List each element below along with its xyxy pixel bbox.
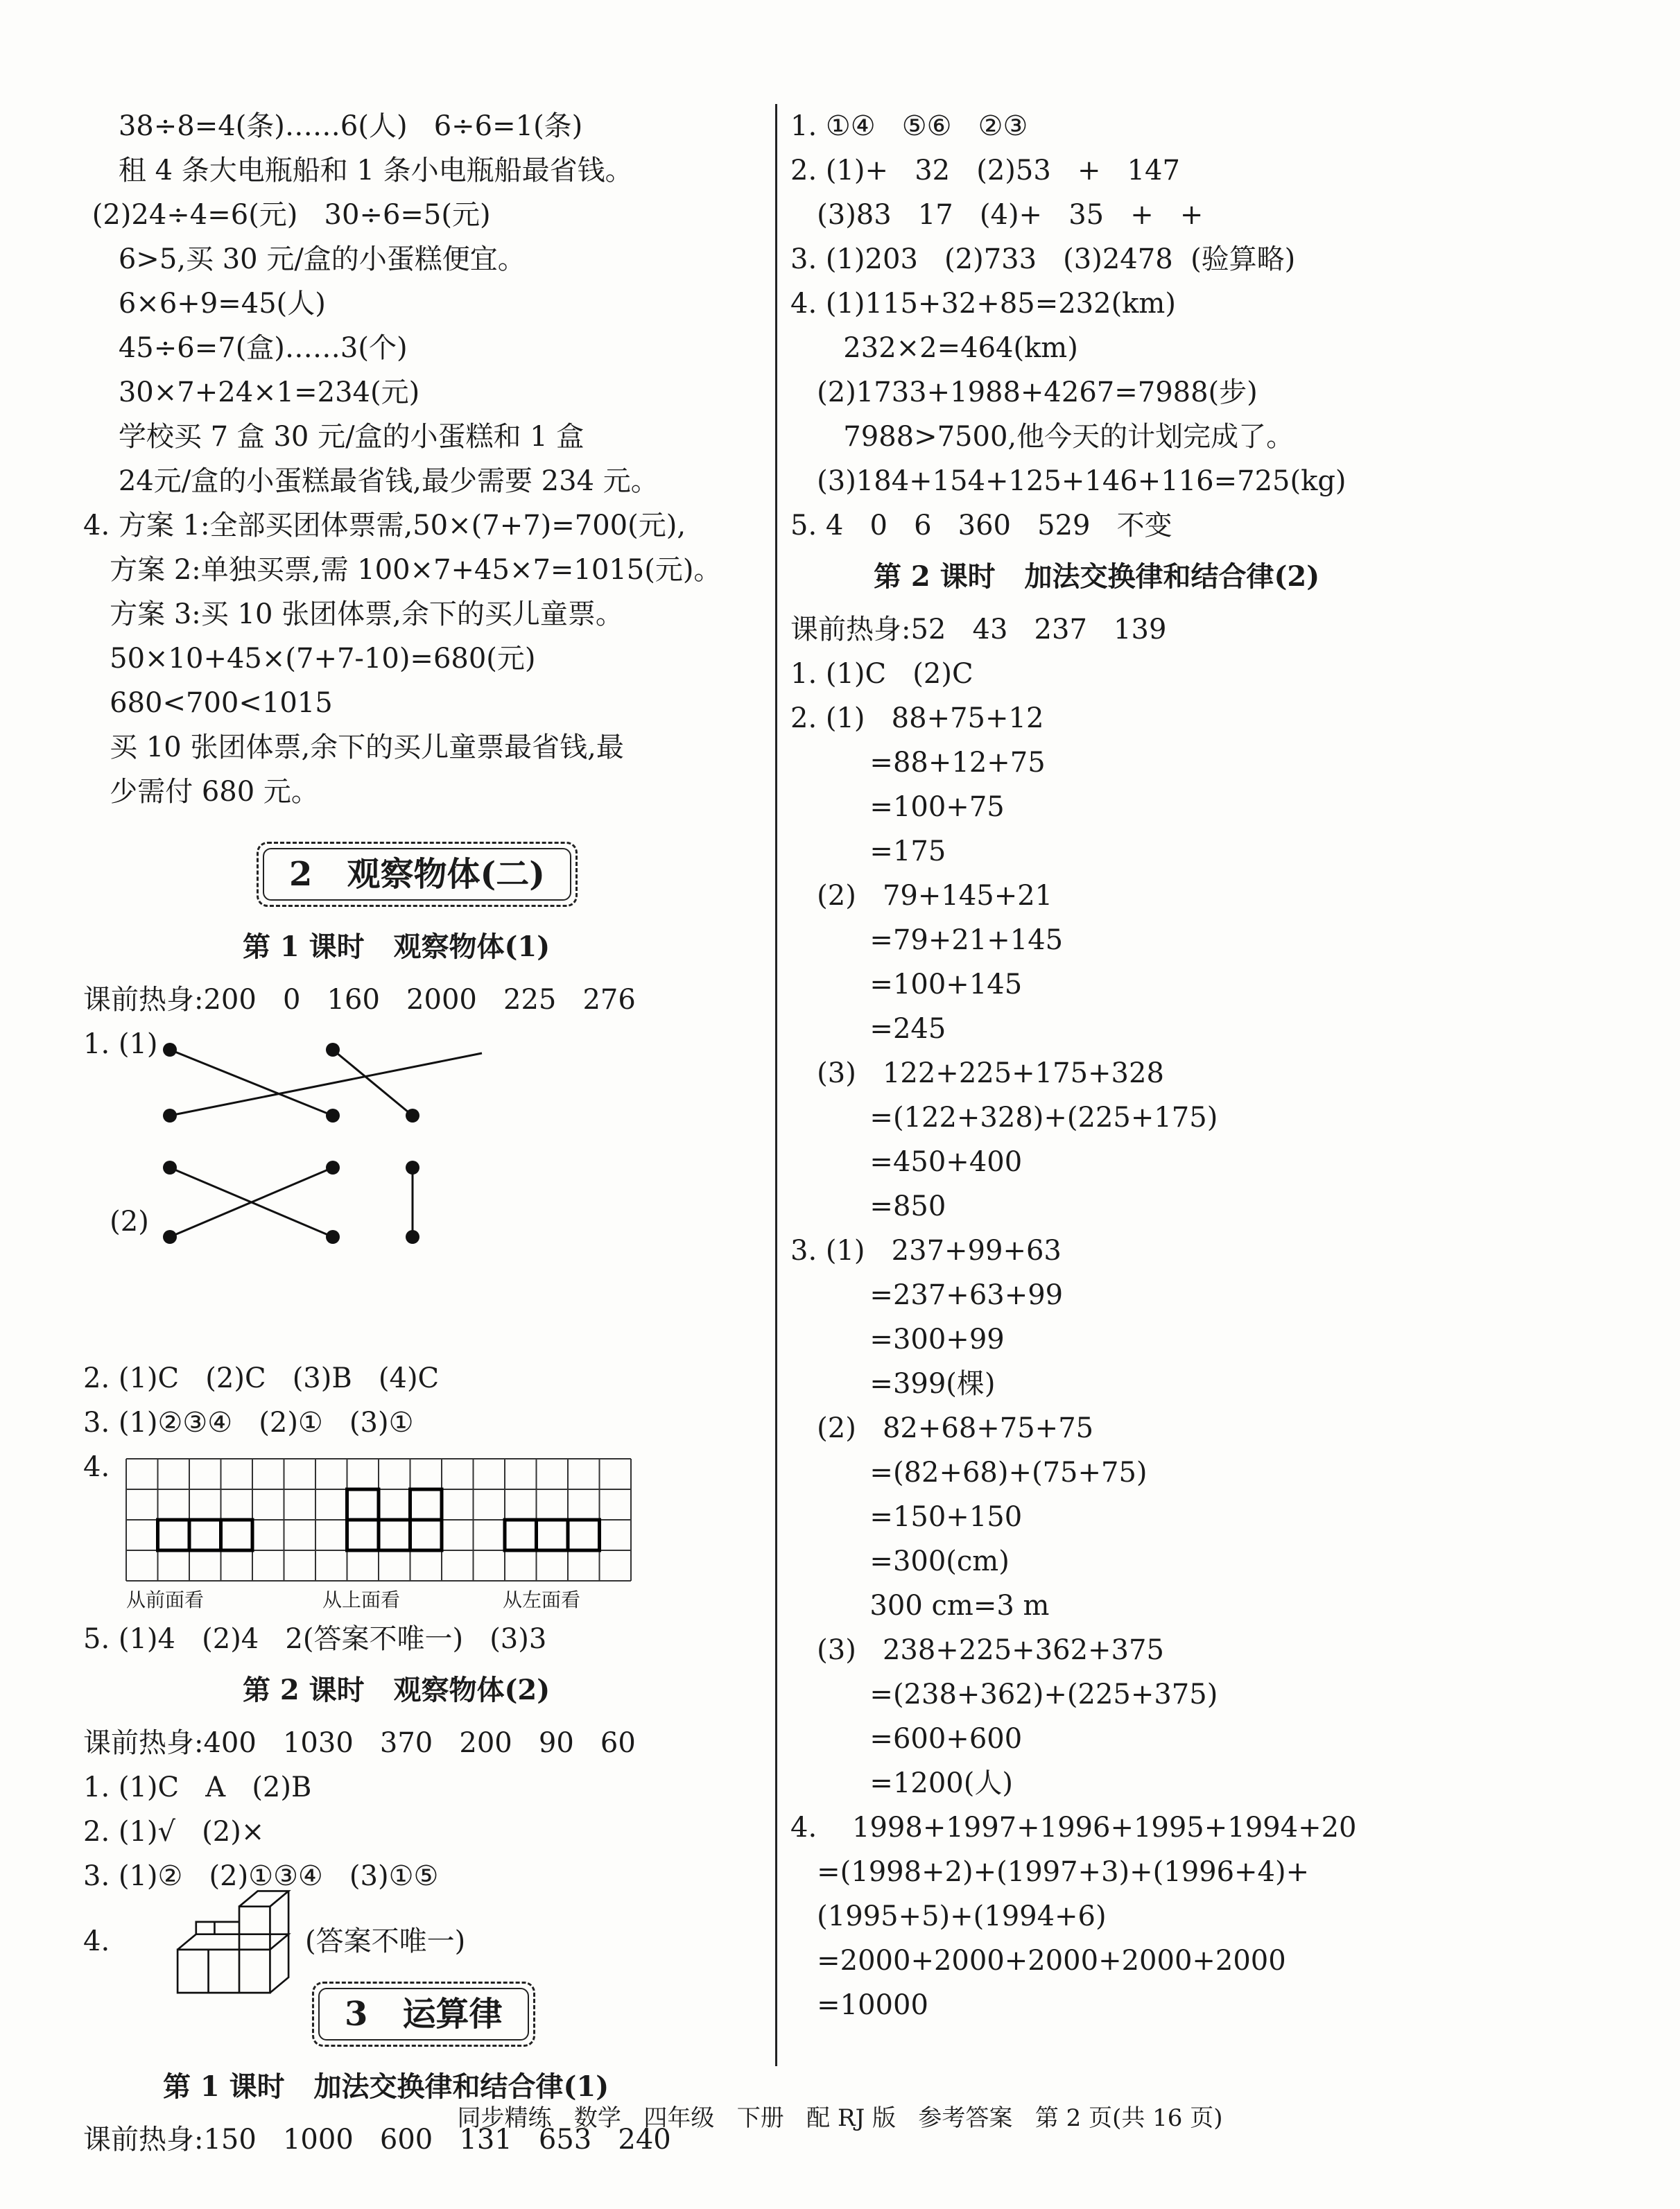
text-line: (3)83 17 (4)+ 35 + + [790,199,1204,231]
text-line: 7988>7500,他今天的计划完成了。 [790,421,1294,453]
text-line: (2)1733+1988+4267=7988(步) [790,376,1258,408]
matching-diagram [163,1043,440,1244]
text-line: =(238+362)+(225+375) [790,1679,1218,1710]
text-line: 少需付 680 元。 [83,776,319,808]
text-line: 学校买 7 盒 30 元/盒的小蛋糕和 1 盒 [83,421,584,453]
text-line: =300(cm) [790,1545,1010,1577]
warmup-line: 课前热身:400 1030 370 200 90 60 [83,1727,636,1759]
text-line: 4. 1998+1997+1996+1995+1994+20 [790,1812,1357,1844]
text-line: =2000+2000+2000+2000+2000 [790,1945,1286,1977]
text-line: 300 cm=3 m [790,1590,1050,1622]
text-line: (3)184+154+125+146+116=725(kg) [790,465,1346,497]
text-line: (2)24÷4=6(元) 30÷6=5(元) [83,199,491,231]
text-line: 3. (1)203 (2)733 (3)2478 (验算略) [790,243,1296,275]
text-line: 50×10+45×(7+7-10)=680(元) [83,643,536,675]
text-line: (3) 238+225+362+375 [790,1634,1164,1666]
text-line: 3. (1) 237+99+63 [790,1235,1062,1267]
text-line: 方案 3:买 10 张团体票,余下的买儿童票。 [83,598,623,630]
text-line: 6×6+9=45(人) [83,288,326,320]
cube-drawing [170,1888,309,1999]
text-line: =237+63+99 [790,1279,1064,1311]
question-3: 3. (1)②③④ (2)① (3)① [83,1407,414,1439]
text-line: 买 10 张团体票,余下的买儿童票最省钱,最 [83,731,624,763]
lesson-title: 第 2 课时 观察物体(2) [243,1674,551,1706]
warmup-line: 课前热身:200 0 160 2000 225 276 [83,984,636,1016]
text-line: 4. (1)115+32+85=232(km) [790,288,1176,320]
text-line: (1995+5)+(1994+6) [790,1900,1107,1932]
text-line: 45÷6=7(盒)……3(个) [83,332,408,364]
text-line: =100+145 [790,969,1023,1000]
lesson-title: 第 1 课时 加法交换律和结合律(1) [163,2070,609,2103]
text-line: 24元/盒的小蛋糕最省钱,最少需要 234 元。 [83,465,659,497]
column-divider [775,104,777,2066]
question-1-2: (2) [83,1206,149,1238]
text-line: 租 4 条大电瓶船和 1 条小电瓶船最省钱。 [83,155,633,187]
text-line: 30×7+24×1=234(元) [83,376,420,408]
text-line: 4. 方案 1:全部买团体票需,50×(7+7)=700(元), [83,510,686,542]
text-line: =1200(人) [790,1767,1013,1799]
text-line: =850 [790,1190,946,1222]
text-line: =88+12+75 [790,747,1046,779]
view-grid [126,1459,632,1584]
text-line: =79+21+145 [790,924,1064,956]
text-line: =150+150 [790,1501,1023,1533]
text-line: 方案 2:单独买票,需 100×7+45×7=1015(元)。 [83,554,722,586]
text-line: =(1998+2)+(1997+3)+(1996+4)+ [790,1856,1310,1888]
text-line: =245 [790,1013,946,1045]
text-line: =450+400 [790,1146,1023,1178]
warmup-line: 课前热身:150 1000 600 131 653 240 [83,2124,671,2156]
question-4: 4. [83,1925,110,1957]
chapter-2-title: 2 观察物体(二) [257,842,578,907]
chapter-3-title: 3 运算律 [312,1982,535,2047]
text-line: 1. ①④ ⑤⑥ ②③ [790,110,1028,142]
text-line: =(122+328)+(225+175) [790,1102,1218,1134]
answer-note: (答案不唯一) [305,1925,466,1957]
text-line: 6>5,买 30 元/盒的小蛋糕便宜。 [83,243,526,275]
question-1: 1. (1)C A (2)B [83,1771,312,1803]
lesson-title: 第 2 课时 加法交换律和结合律(2) [874,560,1320,593]
text-line: 2. (1) 88+75+12 [790,702,1044,734]
question-2: 2. (1)√ (2)× [83,1816,265,1848]
text-line: 2. (1)+ 32 (2)53 + 147 [790,155,1180,187]
lesson-title: 第 1 课时 观察物体(1) [243,930,551,963]
text-line: 5. 4 0 6 360 529 不变 [790,510,1172,542]
page-footer: 同步精练 数学 四年级 下册 配 RJ 版 参考答案 第 2 页(共 16 页) [457,2104,1223,2132]
text-line: =175 [790,835,946,867]
text-line: 1. (1)C (2)C [790,658,973,690]
text-line: =300+99 [790,1324,1005,1355]
question-2: 2. (1)C (2)C (3)B (4)C [83,1362,440,1394]
text-line: (2) 79+145+21 [790,880,1053,912]
question-4: 4. [83,1451,110,1483]
question-1-1: 1. (1) [83,1028,158,1060]
text-line: 680<700<1015 [83,687,333,719]
question-5: 5. (1)4 (2)4 2(答案不唯一) (3)3 [83,1623,547,1655]
question-3: 3. (1)② (2)①③④ (3)①⑤ [83,1860,439,1892]
text-line: (2) 82+68+75+75 [790,1412,1094,1444]
text-line: =100+75 [790,791,1005,823]
text-line: 38÷8=4(条)……6(人) 6÷6=1(条) [83,110,583,142]
text-line: =600+600 [790,1723,1023,1755]
text-line: 232×2=464(km) [790,332,1078,364]
view-top-label: 从上面看 [322,1588,401,1611]
text-line: 课前热身:52 43 237 139 [790,614,1167,646]
text-line: =399(棵) [790,1368,996,1400]
text-line: =(82+68)+(75+75) [790,1457,1148,1489]
text-line: =10000 [790,1989,928,2021]
view-left-label: 从左面看 [503,1588,581,1611]
text-line: (3) 122+225+175+328 [790,1057,1164,1089]
view-front-label: 从前面看 [126,1588,205,1611]
